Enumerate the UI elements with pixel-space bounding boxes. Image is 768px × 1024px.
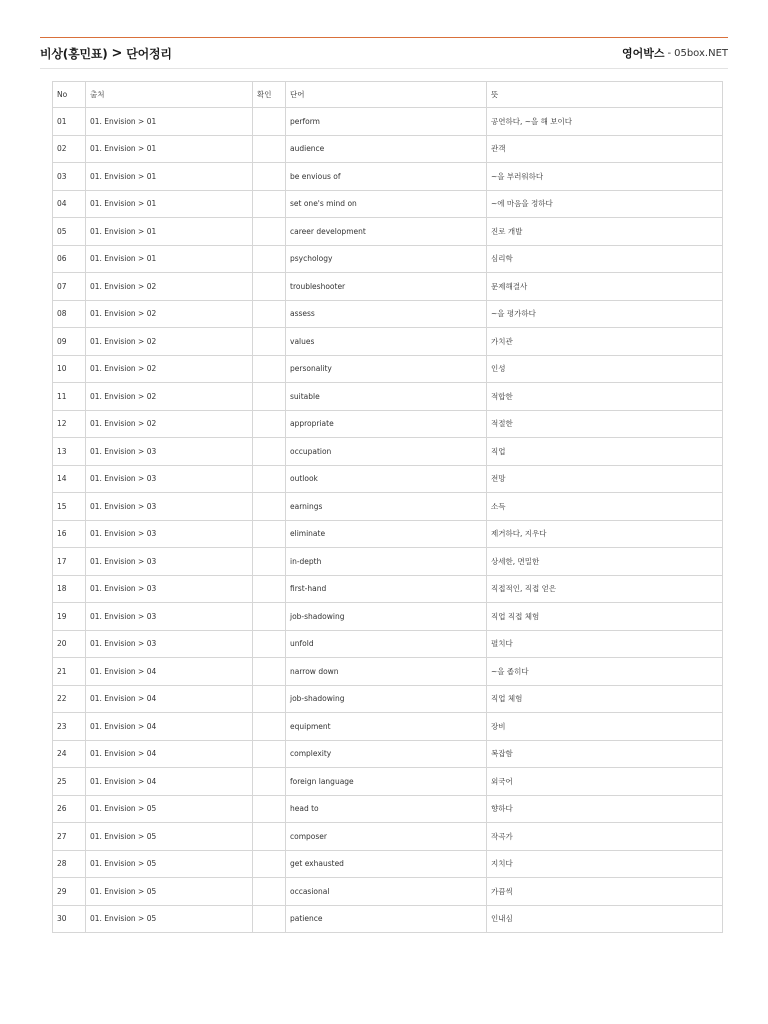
cell-source: 01. Envision > 01 [86, 135, 253, 163]
cell-word: head to [286, 795, 487, 823]
cell-no: 09 [53, 328, 86, 356]
cell-meaning: 제거하다, 지우다 [487, 520, 723, 548]
cell-no: 20 [53, 630, 86, 658]
cell-no: 22 [53, 685, 86, 713]
cell-source: 01. Envision > 02 [86, 328, 253, 356]
column-header-meaning: 뜻 [487, 82, 723, 108]
cell-word: psychology [286, 245, 487, 273]
vocabulary-table [52, 81, 723, 933]
cell-source: 01. Envision > 01 [86, 218, 253, 246]
cell-no: 07 [53, 273, 86, 301]
cell-source: 01. Envision > 03 [86, 575, 253, 603]
cell-check[interactable] [253, 878, 286, 906]
cell-word: set one's mind on [286, 190, 487, 218]
cell-check[interactable] [253, 410, 286, 438]
cell-word: foreign language [286, 768, 487, 796]
cell-meaning: 외국어 [487, 768, 723, 796]
column-header-word: 단어 [286, 82, 487, 108]
cell-source: 01. Envision > 05 [86, 850, 253, 878]
cell-source: 01. Envision > 05 [86, 905, 253, 933]
cell-meaning: 전망 [487, 465, 723, 493]
cell-word: in-depth [286, 548, 487, 576]
cell-source: 01. Envision > 01 [86, 108, 253, 136]
cell-check[interactable] [253, 218, 286, 246]
table-row [53, 795, 723, 823]
site-dash: - [667, 47, 672, 59]
cell-word: job-shadowing [286, 603, 487, 631]
cell-source: 01. Envision > 03 [86, 603, 253, 631]
cell-word: unfold [286, 630, 487, 658]
table-row [53, 108, 723, 136]
table-row [53, 713, 723, 741]
cell-source: 01. Envision > 01 [86, 245, 253, 273]
cell-no: 25 [53, 768, 86, 796]
cell-source: 01. Envision > 04 [86, 713, 253, 741]
cell-check[interactable] [253, 135, 286, 163]
cell-no: 28 [53, 850, 86, 878]
cell-word: be envious of [286, 163, 487, 191]
column-header-check: 확인 [253, 82, 286, 108]
cell-no: 15 [53, 493, 86, 521]
cell-meaning: 적절한 [487, 410, 723, 438]
cell-word: occasional [286, 878, 487, 906]
cell-word: first-hand [286, 575, 487, 603]
cell-word: assess [286, 300, 487, 328]
cell-word: occupation [286, 438, 487, 466]
table-row [53, 630, 723, 658]
cell-no: 16 [53, 520, 86, 548]
table-row [53, 878, 723, 906]
cell-word: complexity [286, 740, 487, 768]
table-row [53, 328, 723, 356]
table-row [53, 493, 723, 521]
table-row [53, 823, 723, 851]
cell-source: 01. Envision > 05 [86, 878, 253, 906]
cell-no: 01 [53, 108, 86, 136]
breadcrumb-separator: > [111, 45, 123, 61]
site-brand[interactable]: 영어박스 [621, 47, 665, 60]
column-header-source: 출처 [86, 82, 253, 108]
cell-check[interactable] [253, 465, 286, 493]
cell-word: equipment [286, 713, 487, 741]
cell-meaning: 직업 직접 체험 [487, 603, 723, 631]
cell-no: 23 [53, 713, 86, 741]
cell-no: 21 [53, 658, 86, 686]
cell-no: 12 [53, 410, 86, 438]
column-header-no: No [53, 82, 86, 108]
cell-source: 01. Envision > 03 [86, 520, 253, 548]
cell-meaning: 가치관 [487, 328, 723, 356]
cell-meaning: 소득 [487, 493, 723, 521]
cell-source: 01. Envision > 02 [86, 273, 253, 301]
cell-meaning: 심리학 [487, 245, 723, 273]
cell-check[interactable] [253, 108, 286, 136]
cell-word: appropriate [286, 410, 487, 438]
table-row [53, 658, 723, 686]
table-row [53, 190, 723, 218]
cell-source: 01. Envision > 03 [86, 465, 253, 493]
cell-word: values [286, 328, 487, 356]
cell-meaning: 직업 [487, 438, 723, 466]
cell-source: 01. Envision > 02 [86, 355, 253, 383]
cell-no: 13 [53, 438, 86, 466]
cell-check[interactable] [253, 163, 286, 191]
table-row [53, 218, 723, 246]
cell-meaning: ~을 부러워하다 [487, 163, 723, 191]
cell-meaning: 펼치다 [487, 630, 723, 658]
table-header-row [53, 82, 723, 108]
cell-word: troubleshooter [286, 273, 487, 301]
cell-no: 10 [53, 355, 86, 383]
cell-no: 24 [53, 740, 86, 768]
site-domain[interactable]: 05box.NET [674, 47, 728, 59]
cell-source: 01. Envision > 03 [86, 493, 253, 521]
cell-source: 01. Envision > 02 [86, 410, 253, 438]
cell-source: 01. Envision > 01 [86, 163, 253, 191]
table-row [53, 850, 723, 878]
cell-check[interactable] [253, 713, 286, 741]
cell-check[interactable] [253, 548, 286, 576]
cell-meaning: 공연하다, ~을 해 보이다 [487, 108, 723, 136]
cell-no: 27 [53, 823, 86, 851]
cell-word: narrow down [286, 658, 487, 686]
cell-source: 01. Envision > 05 [86, 795, 253, 823]
table-row [53, 355, 723, 383]
cell-no: 03 [53, 163, 86, 191]
cell-meaning: 상세한, 면밀한 [487, 548, 723, 576]
cell-no: 17 [53, 548, 86, 576]
cell-meaning: 가끔씩 [487, 878, 723, 906]
cell-meaning: ~을 평가하다 [487, 300, 723, 328]
page-title: 단어정리 [126, 46, 172, 61]
cell-source: 01. Envision > 01 [86, 190, 253, 218]
cell-word: outlook [286, 465, 487, 493]
cell-check[interactable] [253, 603, 286, 631]
table-row [53, 135, 723, 163]
breadcrumb-root[interactable]: 비상(홍민표) [40, 46, 108, 61]
cell-word: patience [286, 905, 487, 933]
cell-meaning: ~에 마음을 정하다 [487, 190, 723, 218]
cell-check[interactable] [253, 493, 286, 521]
cell-check[interactable] [253, 520, 286, 548]
cell-check[interactable] [253, 850, 286, 878]
cell-no: 05 [53, 218, 86, 246]
cell-no: 18 [53, 575, 86, 603]
table-row [53, 465, 723, 493]
cell-no: 29 [53, 878, 86, 906]
site-credit [622, 45, 728, 61]
cell-meaning: 진로 개발 [487, 218, 723, 246]
cell-source: 01. Envision > 04 [86, 740, 253, 768]
breadcrumb [40, 45, 172, 62]
cell-check[interactable] [253, 190, 286, 218]
cell-word: suitable [286, 383, 487, 411]
cell-word: earnings [286, 493, 487, 521]
cell-meaning: 향하다 [487, 795, 723, 823]
cell-source: 01. Envision > 05 [86, 823, 253, 851]
page-header [40, 38, 728, 69]
cell-meaning: 적합한 [487, 383, 723, 411]
cell-no: 08 [53, 300, 86, 328]
cell-check[interactable] [253, 273, 286, 301]
cell-word: job-shadowing [286, 685, 487, 713]
cell-source: 01. Envision > 02 [86, 383, 253, 411]
cell-check[interactable] [253, 823, 286, 851]
table-row [53, 603, 723, 631]
cell-check[interactable] [253, 630, 286, 658]
table-row [53, 273, 723, 301]
cell-check[interactable] [253, 383, 286, 411]
cell-meaning: 직접적인, 직접 얻은 [487, 575, 723, 603]
table-row [53, 383, 723, 411]
cell-word: composer [286, 823, 487, 851]
cell-meaning: 작곡가 [487, 823, 723, 851]
cell-no: 26 [53, 795, 86, 823]
table-row [53, 520, 723, 548]
table-row [53, 685, 723, 713]
cell-check[interactable] [253, 245, 286, 273]
table-row [53, 245, 723, 273]
cell-check[interactable] [253, 300, 286, 328]
table-row [53, 410, 723, 438]
cell-check[interactable] [253, 795, 286, 823]
cell-word: perform [286, 108, 487, 136]
table-body [53, 108, 723, 933]
cell-word: get exhausted [286, 850, 487, 878]
table-row [53, 905, 723, 933]
table-row [53, 300, 723, 328]
table-row [53, 548, 723, 576]
cell-meaning: ~을 좁히다 [487, 658, 723, 686]
cell-check[interactable] [253, 575, 286, 603]
table-row [53, 163, 723, 191]
cell-source: 01. Envision > 03 [86, 630, 253, 658]
cell-check[interactable] [253, 438, 286, 466]
cell-no: 19 [53, 603, 86, 631]
table-row [53, 438, 723, 466]
cell-source: 01. Envision > 04 [86, 658, 253, 686]
cell-source: 01. Envision > 04 [86, 768, 253, 796]
cell-no: 11 [53, 383, 86, 411]
cell-no: 14 [53, 465, 86, 493]
cell-meaning: 복잡함 [487, 740, 723, 768]
cell-word: eliminate [286, 520, 487, 548]
cell-source: 01. Envision > 03 [86, 548, 253, 576]
cell-meaning: 직업 체험 [487, 685, 723, 713]
cell-word: career development [286, 218, 487, 246]
cell-check[interactable] [253, 740, 286, 768]
table-row [53, 740, 723, 768]
cell-check[interactable] [253, 355, 286, 383]
cell-meaning: 인성 [487, 355, 723, 383]
cell-check[interactable] [253, 685, 286, 713]
cell-check[interactable] [253, 768, 286, 796]
cell-no: 04 [53, 190, 86, 218]
cell-meaning: 장비 [487, 713, 723, 741]
cell-no: 30 [53, 905, 86, 933]
cell-no: 06 [53, 245, 86, 273]
table-row [53, 768, 723, 796]
cell-source: 01. Envision > 02 [86, 300, 253, 328]
cell-source: 01. Envision > 04 [86, 685, 253, 713]
cell-source: 01. Envision > 03 [86, 438, 253, 466]
cell-meaning: 인내심 [487, 905, 723, 933]
cell-word: personality [286, 355, 487, 383]
table-row [53, 575, 723, 603]
cell-check[interactable] [253, 658, 286, 686]
cell-check[interactable] [253, 328, 286, 356]
cell-check[interactable] [253, 905, 286, 933]
cell-no: 02 [53, 135, 86, 163]
cell-meaning: 관객 [487, 135, 723, 163]
cell-word: audience [286, 135, 487, 163]
cell-meaning: 지치다 [487, 850, 723, 878]
cell-meaning: 문제해결사 [487, 273, 723, 301]
